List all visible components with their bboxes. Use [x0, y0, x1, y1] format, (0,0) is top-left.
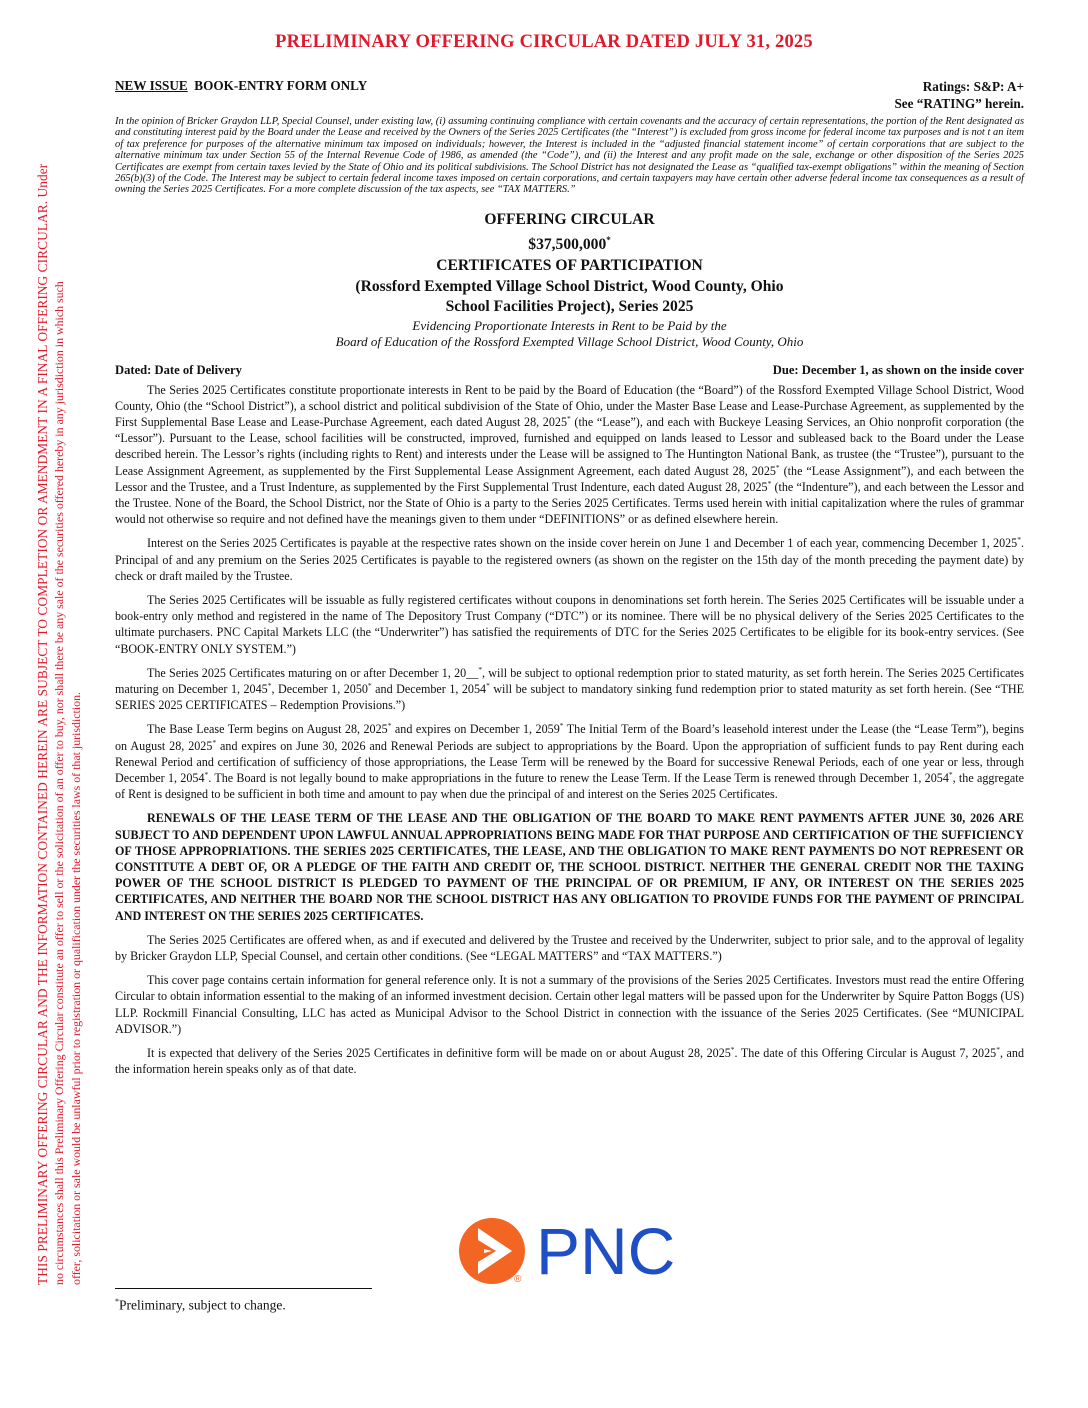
dated-text: Dated: Date of Delivery — [115, 362, 242, 377]
offering-circular-title: OFFERING CIRCULAR — [484, 210, 655, 228]
preliminary-marker: * — [204, 769, 209, 779]
cover-page — [115, 78, 1024, 1077]
pnc-logo — [458, 1216, 698, 1286]
certificates-title: CERTIFICATES OF PARTICIPATION — [436, 257, 703, 275]
side-notice-line-3: offer, solicitation or sale would be unlawful prior to registration or qualification under the securities laws of that jurisdiction. — [69, 691, 83, 1285]
title-block — [115, 210, 1024, 351]
paragraph-lease: The Series 2025 Certificates constitute proportionate interests in Rent to be paid by the Board of Education (the “Board”) of the Rossford Exempted Village School District, Wood County, Ohio (the “School District”), a school district and political subdivision of the State of Ohio, under the Master Base Lease and Lease-Purchase Agreement, as supplemented by the First Supplemental Base Lease and Lease-Purchase Agreement, each dated August 28, 2025* (the “Lease”), and each with Buckeye Leasing Services, an Ohio nonprofit corporation (the “Lessor”). Pursuant to the Lease, school facilities will be constructed, improved, furnished and equipped on lands leased to Lessor and subleased back to the Board under the Lease described herein. The Lessor’s rights (including rights to Rent) and interests under the Lease will be assigned to The Huntington National Bank, as trustee (the “Trustee”), pursuant to the Lease Assignment Agreement, as supplemented by the First Supplemental Lease Assignment Agreement, each dated August 28, 2025* (the “Lease Assignment”), and each between the Lessor and the Trustee, and a Trust Indenture, as supplemented by the First Supplemental Trust Indenture, each dated August 28, 2025* (the “Indenture”), and each between the Lessor and the Trustee. None of the Board, the School District, nor the State of Ohio is a party to the Series 2025 Certificates. Terms used herein with initial capitalization where the rules of grammar would not otherwise so require and not defined have the meanings given to them under “DEFINITIONS” or as defined elsewhere herein. — [115, 382, 1025, 527]
preliminary-marker: * — [767, 478, 772, 488]
preliminary-marker: * — [478, 664, 483, 674]
offering-amount: $37,500,000* — [528, 235, 611, 254]
preliminary-marker: * — [730, 1045, 735, 1055]
issue-header — [115, 78, 1024, 112]
paragraph-redemption: The Series 2025 Certificates maturing on or after December 1, 20__*, will be subject to optional redemption prior to stated maturity, as set forth herein. The Series 2025 Certificates maturing on December 1, 2045*, December 1, 2050* and December 1, 2054* will be subject to mandatory sinking fund redemption prior to stated maturity as set forth herein. (See “THE SERIES 2025 CERTIFICATES – Redemption Provisions.”) — [115, 664, 1024, 713]
preliminary-marker: * — [367, 680, 372, 690]
preliminary-marker: * — [267, 680, 272, 690]
due-text: Due: December 1, as shown on the inside cover — [772, 362, 1024, 377]
footnote-mark: * — [115, 1297, 119, 1306]
issue-type — [115, 78, 367, 112]
ratings-text: Ratings: S&P: A+ — [922, 79, 1024, 94]
preliminary-marker: * — [486, 680, 490, 690]
paragraph-cover-info: This cover page contains certain information for general reference only. It is not a summary of the provisions of the Series 2025 Certificates. Investors must read the entire Offering Circular to obtain information essential to the making of an informed investment decision. Certain other legal matters will be passed upon for the Underwriter by Squire Patton Boggs (US) LLP. Rockmill Financial Consulting, LLC has acted as Municipal Advisor to the School District in connection with the issuance of the Series 2025 Certificates. (See “MUNICIPAL ADVISOR.”) — [115, 973, 1024, 1036]
dated-due-line — [115, 363, 1024, 378]
preliminary-marker: * — [387, 721, 392, 731]
tax-opinion: In the opinion of Bricker Graydon LLP, Special Counsel, under existing law, (i) assuming continuing compliance with certain covenants and the accuracy of certain representations, the portion of the Rent designated as and constituting interest paid by the Board under the Lease and received by the Owners of the Series 2025 Certificates (the “Interest”) is excluded from gross income for federal income tax purposes and is not t an item of tax preference for purposes of the alternative minimum tax imposed on individuals; however, the Interest is included in the “adjusted financial statement income” of certain corporations that are subject to the alternative minimum tax under Section 55 of the Internal Revenue Code of 1986, as amended (the “Code”), and (ii) the Interest and any profit made on the sale, exchange or other disposition of the Series 2025 Certificates are exempt from certain taxes levied by the State of Ohio and its political subdivisions. The School District has not designated the Lease as “qualified tax-exempt obligations” within the meaning of Section 265(b)(3) of the Code. The Interest may be subject to certain federal income taxes imposed on certain corporations, and certain taxpayers may have certain other adverse federal income tax consequences as a result of owning the Series 2025 Certificates. For a more complete discussion of the tax aspects, see “TAX MATTERS.” — [115, 116, 1024, 196]
side-notice-line-2: no circumstances shall this Preliminary Offering Circular constitute an offer to sell or the solicitation of an offer to buy, nor shall there be any sale of the securities offered hereby in any jurisdiction in which such — [52, 281, 66, 1285]
footnote-text: Preliminary, subject to change. — [119, 1297, 286, 1313]
side-notice-line-1: THIS PRELIMINARY OFFERING CIRCULAR AND THE INFORMATION CONTAINED HEREIN ARE SUBJECT TO COMPLETION OR AMENDMENT IN A FINAL OFFERING CIRCULAR. Under — [35, 163, 50, 1285]
evidencing-line: Evidencing Proportionate Interests in Rent to be Paid by the — [412, 317, 727, 333]
board-line: Board of Education of the Rossford Exempted Village School District, Wood County, Ohio — [335, 334, 804, 350]
footnote — [115, 1297, 286, 1314]
preliminary-marker: * — [996, 1045, 1000, 1055]
preliminary-marker: * — [559, 721, 564, 731]
pnc-wordmark: PNC — [536, 1216, 676, 1286]
preliminary-marker: * — [775, 462, 780, 472]
footnote-divider — [115, 1288, 372, 1289]
project-title: School Facilities Project), Series 2025 — [445, 298, 694, 316]
preliminary-marker: * — [1017, 535, 1021, 545]
preliminary-banner: PRELIMINARY OFFERING CIRCULAR DATED JULY 31, 2025 — [275, 32, 813, 52]
preliminary-marker: * — [212, 737, 217, 747]
paragraph-offered: The Series 2025 Certificates are offered when, as and if executed and delivered by the Trustee and received by the Underwriter, subject to prior sale, and to the approval of legality by Bricker Graydon LLP, Special Counsel, and certain other conditions. (See “LEGAL MATTERS” and “TAX MATTERS.”) — [115, 932, 1024, 964]
ratings-block — [894, 78, 1024, 112]
book-entry-label: BOOK-ENTRY FORM ONLY — [194, 78, 368, 93]
paragraph-delivery: It is expected that delivery of the Series 2025 Certificates in definitive form will be made on or about August 28, 2025*. The date of this Offering Circular is August 7, 2025*, and the information herein speaks only as of that date. — [115, 1045, 1024, 1077]
preliminary-marker: * — [567, 413, 571, 423]
paragraph-lease-term: The Base Lease Term begins on August 28, 2025* and expires on December 1, 2059* The Initial Term of the Board’s leasehold interest under the Lease (the “Lease Term”), begins on August 28, 2025* and expires on June 30, 2026 and Renewal Periods are subject to appropriations by the Board. Upon the appropriation of sufficient funds to pay Rent during each Renewal Period and certification of sufficiency of those appropriations, the Lease Term will be renewed by the Board for successive Renewal Periods, each of one year or less, through December 1, 2054*. The Board is not legally bound to make appropriations in the future to renew the Lease Term. If the Lease Term is renewed through December 1, 2054*, the aggregate of Rent is designed to be sufficient in both time and amount to pay when due the principal of and interest on the Series 2025 Certificates. — [115, 721, 1024, 802]
paragraph-renewals-warning: RENEWALS OF THE LEASE TERM OF THE LEASE AND THE OBLIGATION OF THE BOARD TO MAKE RENT PAYMENTS AFTER JUNE 30, 2026 ARE SUBJECT TO AND DEPENDENT UPON LAWFUL ANNUAL APPROPRIATIONS BEING MADE FOR THAT PURPOSE AND CERTIFICATION OF THE SUFFICIENCY OF THOSE APPROPRIATIONS. THE SERIES 2025 CERTIFICATES, THE LEASE, AND THE OBLIGATION TO MAKE RENT PAYMENTS DO NOT REPRESENT OR CONSTITUTE A DEBT OF, OR A PLEDGE OF THE FAITH AND CREDIT OF, THE SCHOOL DISTRICT. NEITHER THE GENERAL CREDIT NOR THE TAXING POWER OF THE SCHOOL DISTRICT IS PLEDGED TO PAYMENT OF THE PRINCIPAL OF OR PREMIUM, IF ANY, OR INTEREST ON THE SERIES 2025 CERTIFICATES, AND NEITHER THE BOARD NOR THE SCHOOL DISTRICT HAS ANY OBLIGATION TO PROVIDE FUNDS FOR THE PAYMENT OF PRINCIPAL AND INTEREST ON THE SERIES 2025 CERTIFICATES. — [115, 811, 1024, 923]
new-issue-label: NEW ISSUE — [115, 78, 188, 93]
registered-mark: ® — [514, 1274, 522, 1285]
preliminary-marker: * — [948, 769, 953, 779]
paragraph-interest: Interest on the Series 2025 Certificates is payable at the respective rates shown on the inside cover herein on June 1 and December 1 of each year, commencing December 1, 2025*. Principal of and any premium on the Series 2025 Certificates is payable to the registered owners (as shown on the register on the 15th day of the month preceding the payment date) by check or draft mailed by the Trustee. — [115, 535, 1024, 583]
side-legal-notice — [34, 75, 85, 1285]
see-rating-text: See “RATING” herein. — [894, 96, 1024, 111]
paragraph-book-entry: The Series 2025 Certificates will be issuable as fully registered certificates without coupons in denominations set forth herein. The Series 2025 Certificates will be issuable under a book-entry only method and registered in the name of The Depository Trust Company (“DTC”) or its nominee. There will be no physical delivery of the Series 2025 Certificates to the ultimate purchasers. PNC Capital Markets LLC (the “Underwriter”) has satisfied the requirements of DTC for the Series 2025 Certificates to be eligible for its book-entry services. (See “BOOK-ENTRY ONLY SYSTEM.”) — [115, 592, 1024, 656]
district-title: (Rossford Exempted Village School District, Wood County, Ohio — [355, 277, 784, 295]
